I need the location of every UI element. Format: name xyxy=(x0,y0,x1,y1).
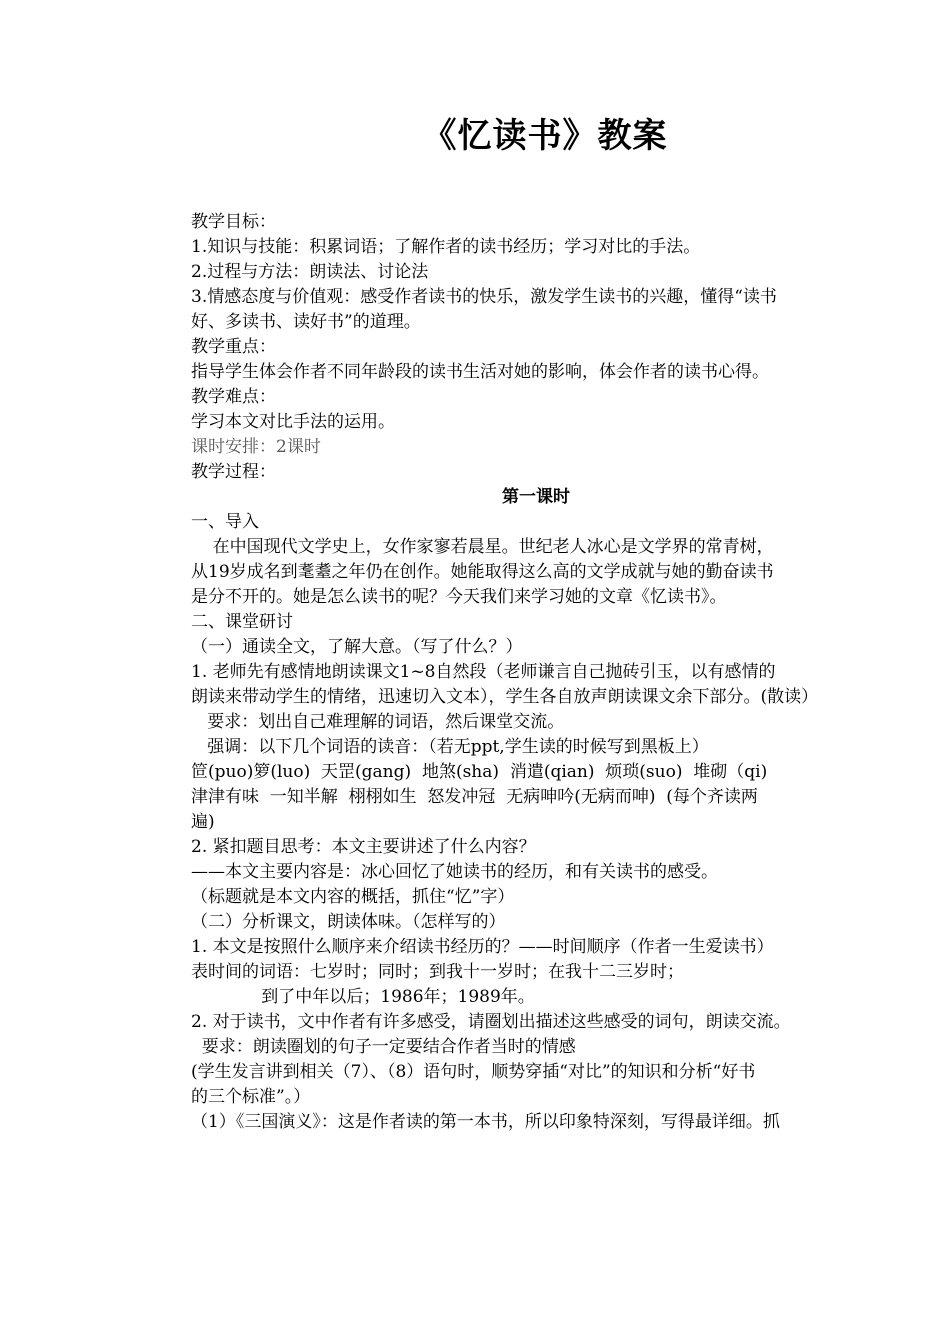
analysis-q1: 1. 本文是按照什么顺序来介绍读书经历的？——时间顺序（作者一生爱读书） xyxy=(191,937,774,957)
difficulty-text: 学习本文对比手法的运用。 xyxy=(191,412,395,432)
heading-key-points: 教学重点： xyxy=(191,337,276,357)
goal-process: 2.过程与方法：朗读法、讨论法 xyxy=(191,262,429,282)
key-points-text: 指导学生体会作者不同年龄段的读书生活对她的影响，体会作者的读书心得。 xyxy=(191,362,769,382)
goal-emotion-cont: 好、多读书、读好书”的道理。 xyxy=(191,312,421,332)
analysis-note-line-1: (学生发言讲到相关（7）、（8）语句时，顺势穿插“对比”的知识和分析“好书 xyxy=(191,1062,756,1082)
intro-paragraph-line-2: 从19岁成名到耄耋之年仍在创作。她能取得这么高的文学成就与她的勤奋读书 xyxy=(191,562,774,582)
step-1-line-2: 朗读来带动学生的情绪，迅速切入文本），学生各自放声朗读课文余下部分。(散读） xyxy=(191,687,819,707)
step-2-note: （标题就是本文内容的概括，抓住“忆”字） xyxy=(191,887,515,907)
document-title: 《忆读书》教案 xyxy=(422,116,668,156)
emphasis-line: 强调：以下几个词语的读音：（若无ppt,学生读的时候写到黑板上） xyxy=(191,737,709,757)
step-2-question: 2. 紧扣题目思考：本文主要讲述了什么内容？ xyxy=(191,837,536,857)
time-words-line-1: 表时间的词语：七岁时；同时；到我十一岁时；在我十二三岁时； xyxy=(191,962,684,982)
heading-process: 教学过程： xyxy=(191,462,276,482)
intro-paragraph-line-1: 在中国现代文学史上，女作家寥若晨星。世纪老人冰心是文学界的常青树， xyxy=(191,537,774,557)
heading-teaching-goals: 教学目标： xyxy=(191,212,276,232)
analysis-requirement: 要求：朗读圈划的句子一定要结合作者当时的情感 xyxy=(191,1037,576,1057)
subheading-analysis: （二）分析课文，朗读体味。（怎样写的） xyxy=(191,912,506,932)
analysis-note-line-2: 的三个标准”。） xyxy=(191,1087,311,1107)
vocabulary-words: 津津有味 一知半解 栩栩如生 怒发冲冠 无病呻吟(无病而呻) (每个齐读两 xyxy=(191,787,758,807)
step-1-line-1: 1. 老师先有感情地朗读课文1~8自然段（老师谦言自己抛砖引玉，以有感情的 xyxy=(191,662,776,682)
sanguo-paragraph: （1）《三国演义》：这是作者读的第一本书，所以印象特深刻，写得最详细。抓 xyxy=(191,1112,780,1132)
vocabulary-words-cont: 遍) xyxy=(191,812,215,832)
intro-paragraph-line-3: 是分不开的。她是怎么读书的呢？今天我们来学习她的文章《忆读书》。 xyxy=(191,587,727,607)
heading-difficulty: 教学难点： xyxy=(191,387,276,407)
pronunciation-words: 笸(puo)箩(luo) 天罡(gang) 地煞(sha) 消遣(qian) 烦琐(suo) 堆砌（qi) xyxy=(191,762,768,782)
class-hours: 课时安排：2课时 xyxy=(191,437,321,457)
analysis-q2: 2. 对于读书，文中作者有许多感受，请圈划出描述这些感受的词句，朗读交流。 xyxy=(191,1012,791,1032)
time-words-line-2: 到了中年以后；1986年；1989年。 xyxy=(191,987,535,1007)
goal-knowledge: 1.知识与技能：积累词语；了解作者的读书经历；学习对比的手法。 xyxy=(191,237,701,257)
requirement-line: 要求：划出自己难理解的词语，然后课堂交流。 xyxy=(191,712,565,732)
subheading-read-through: （一）通读全文，了解大意。（写了什么？） xyxy=(191,637,523,657)
section-first-lesson: 第一课时 xyxy=(502,487,570,507)
heading-intro: 一、导入 xyxy=(191,512,259,532)
goal-emotion: 3.情感态度与价值观：感受作者读书的快乐，激发学生读书的兴趣，懂得“读书 xyxy=(191,287,777,307)
step-2-answer: ——本文主要内容是：冰心回忆了她读书的经历，和有关读书的感受。 xyxy=(191,862,718,882)
heading-classroom: 二、课堂研讨 xyxy=(191,612,293,632)
